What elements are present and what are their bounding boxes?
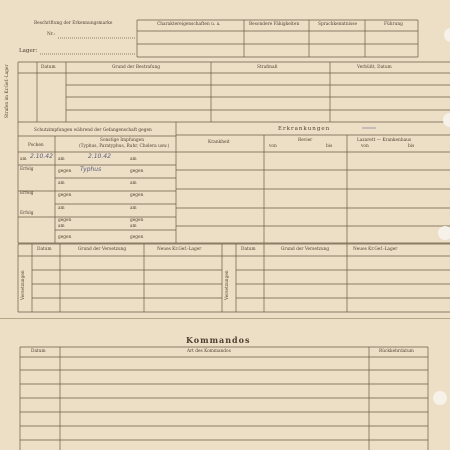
row-am: am: [58, 206, 65, 211]
erk-col-revier: Revier: [298, 138, 313, 143]
kommandos-title: Kommandos: [186, 335, 251, 345]
erk-col-bis: bis: [326, 144, 333, 149]
tag-label: Beschriftung der Erkennungsmarke: [34, 21, 113, 26]
strafen-col-grund: Grund der Bestrafung: [112, 65, 160, 70]
col-fuehrung: Führung: [384, 22, 403, 27]
strafen-col-datum: Datum: [41, 65, 56, 70]
row-gegen: gegen: [58, 169, 72, 174]
handwritten-date-pocken: 2.10.42: [30, 153, 53, 160]
vers-col-grund: Grund der Versetzung: [78, 247, 127, 252]
erkrankungen-title: Erkrankungen: [278, 126, 331, 132]
erk-col-von: von: [269, 144, 277, 149]
erk-col-bis: bis: [408, 144, 415, 149]
komm-col-art: Art des Kommandos: [187, 349, 231, 354]
versetzungen-side-label: Versetzungen: [225, 270, 230, 300]
vers-col-neues: Neues Kr.Gef.-Lager: [157, 247, 202, 252]
impf-col-sonstige: Sonstige Impfungen: [100, 138, 144, 143]
lager-label: Lager:: [19, 48, 38, 54]
punch-hole: [443, 113, 450, 127]
vers-col-neues: Neues Kr.Gef.-Lager: [353, 247, 398, 252]
row-am: am: [58, 224, 65, 229]
vers-col-grund: Grund der Versetzung: [281, 247, 330, 252]
fold-crease: [0, 318, 450, 319]
erk-col-krankheit: Krankheit: [208, 140, 230, 145]
row-gegen: gegen: [130, 169, 144, 174]
erk-col-lazarett: Lazarett — Krankenhaus: [357, 138, 412, 143]
punch-hole: [433, 391, 447, 405]
row-erfolg: Erfolg: [20, 191, 34, 196]
impf-col-pocken: Pocken: [28, 143, 44, 148]
row-gegen: gegen: [58, 193, 72, 198]
row-am: am: [130, 157, 137, 162]
nr-label: Nr.:: [47, 32, 56, 37]
komm-col-datum: Datum: [31, 349, 46, 354]
impfungen-title: Schutzimpfungen während der Gefangenschaft gegen: [34, 128, 152, 133]
punch-hole: [438, 226, 450, 240]
row-am: am: [130, 206, 137, 211]
row-gegen: gegen: [130, 193, 144, 198]
col-charakter: Charaktereigenschaften u. a.: [157, 22, 221, 27]
versetzungen-side-label: Versetzungen: [21, 270, 26, 300]
vers-col-datum: Datum: [37, 247, 52, 252]
row-am: am: [58, 181, 65, 186]
row-gegen: gegen: [130, 235, 144, 240]
col-faehigkeiten: Besondere Fähigkeiten: [249, 22, 300, 27]
erk-col-von: von: [361, 144, 369, 149]
vers-col-datum: Datum: [241, 247, 256, 252]
handwritten-typhus: Typhus: [80, 166, 102, 173]
strafen-side-label: Strafen im Kr.Gef.-Lager: [5, 64, 10, 118]
komm-col-rueck: Rückkehrdatum: [379, 349, 414, 354]
impf-col-sonstige-sub: (Typhus, Paratyphus, Ruhr, Cholera usw.): [79, 144, 170, 149]
handwritten-date-sonstige: 2.10.42: [88, 153, 111, 160]
row-am: am: [130, 181, 137, 186]
row-gegen: gegen: [58, 218, 72, 223]
row-gegen: gegen: [58, 235, 72, 240]
row-am: am: [20, 157, 27, 162]
strafen-col-verbuesst: Verbüßt, Datum: [357, 65, 392, 70]
row-erfolg: Erfolg: [20, 211, 34, 216]
row-am: am: [58, 157, 65, 162]
col-sprache: Sprachkenntnisse: [318, 22, 357, 27]
row-gegen: gegen: [130, 218, 144, 223]
strafen-col-strafmass: Strafmaß: [257, 65, 278, 70]
row-am: am: [130, 224, 137, 229]
row-erfolg: Erfolg: [20, 167, 34, 172]
